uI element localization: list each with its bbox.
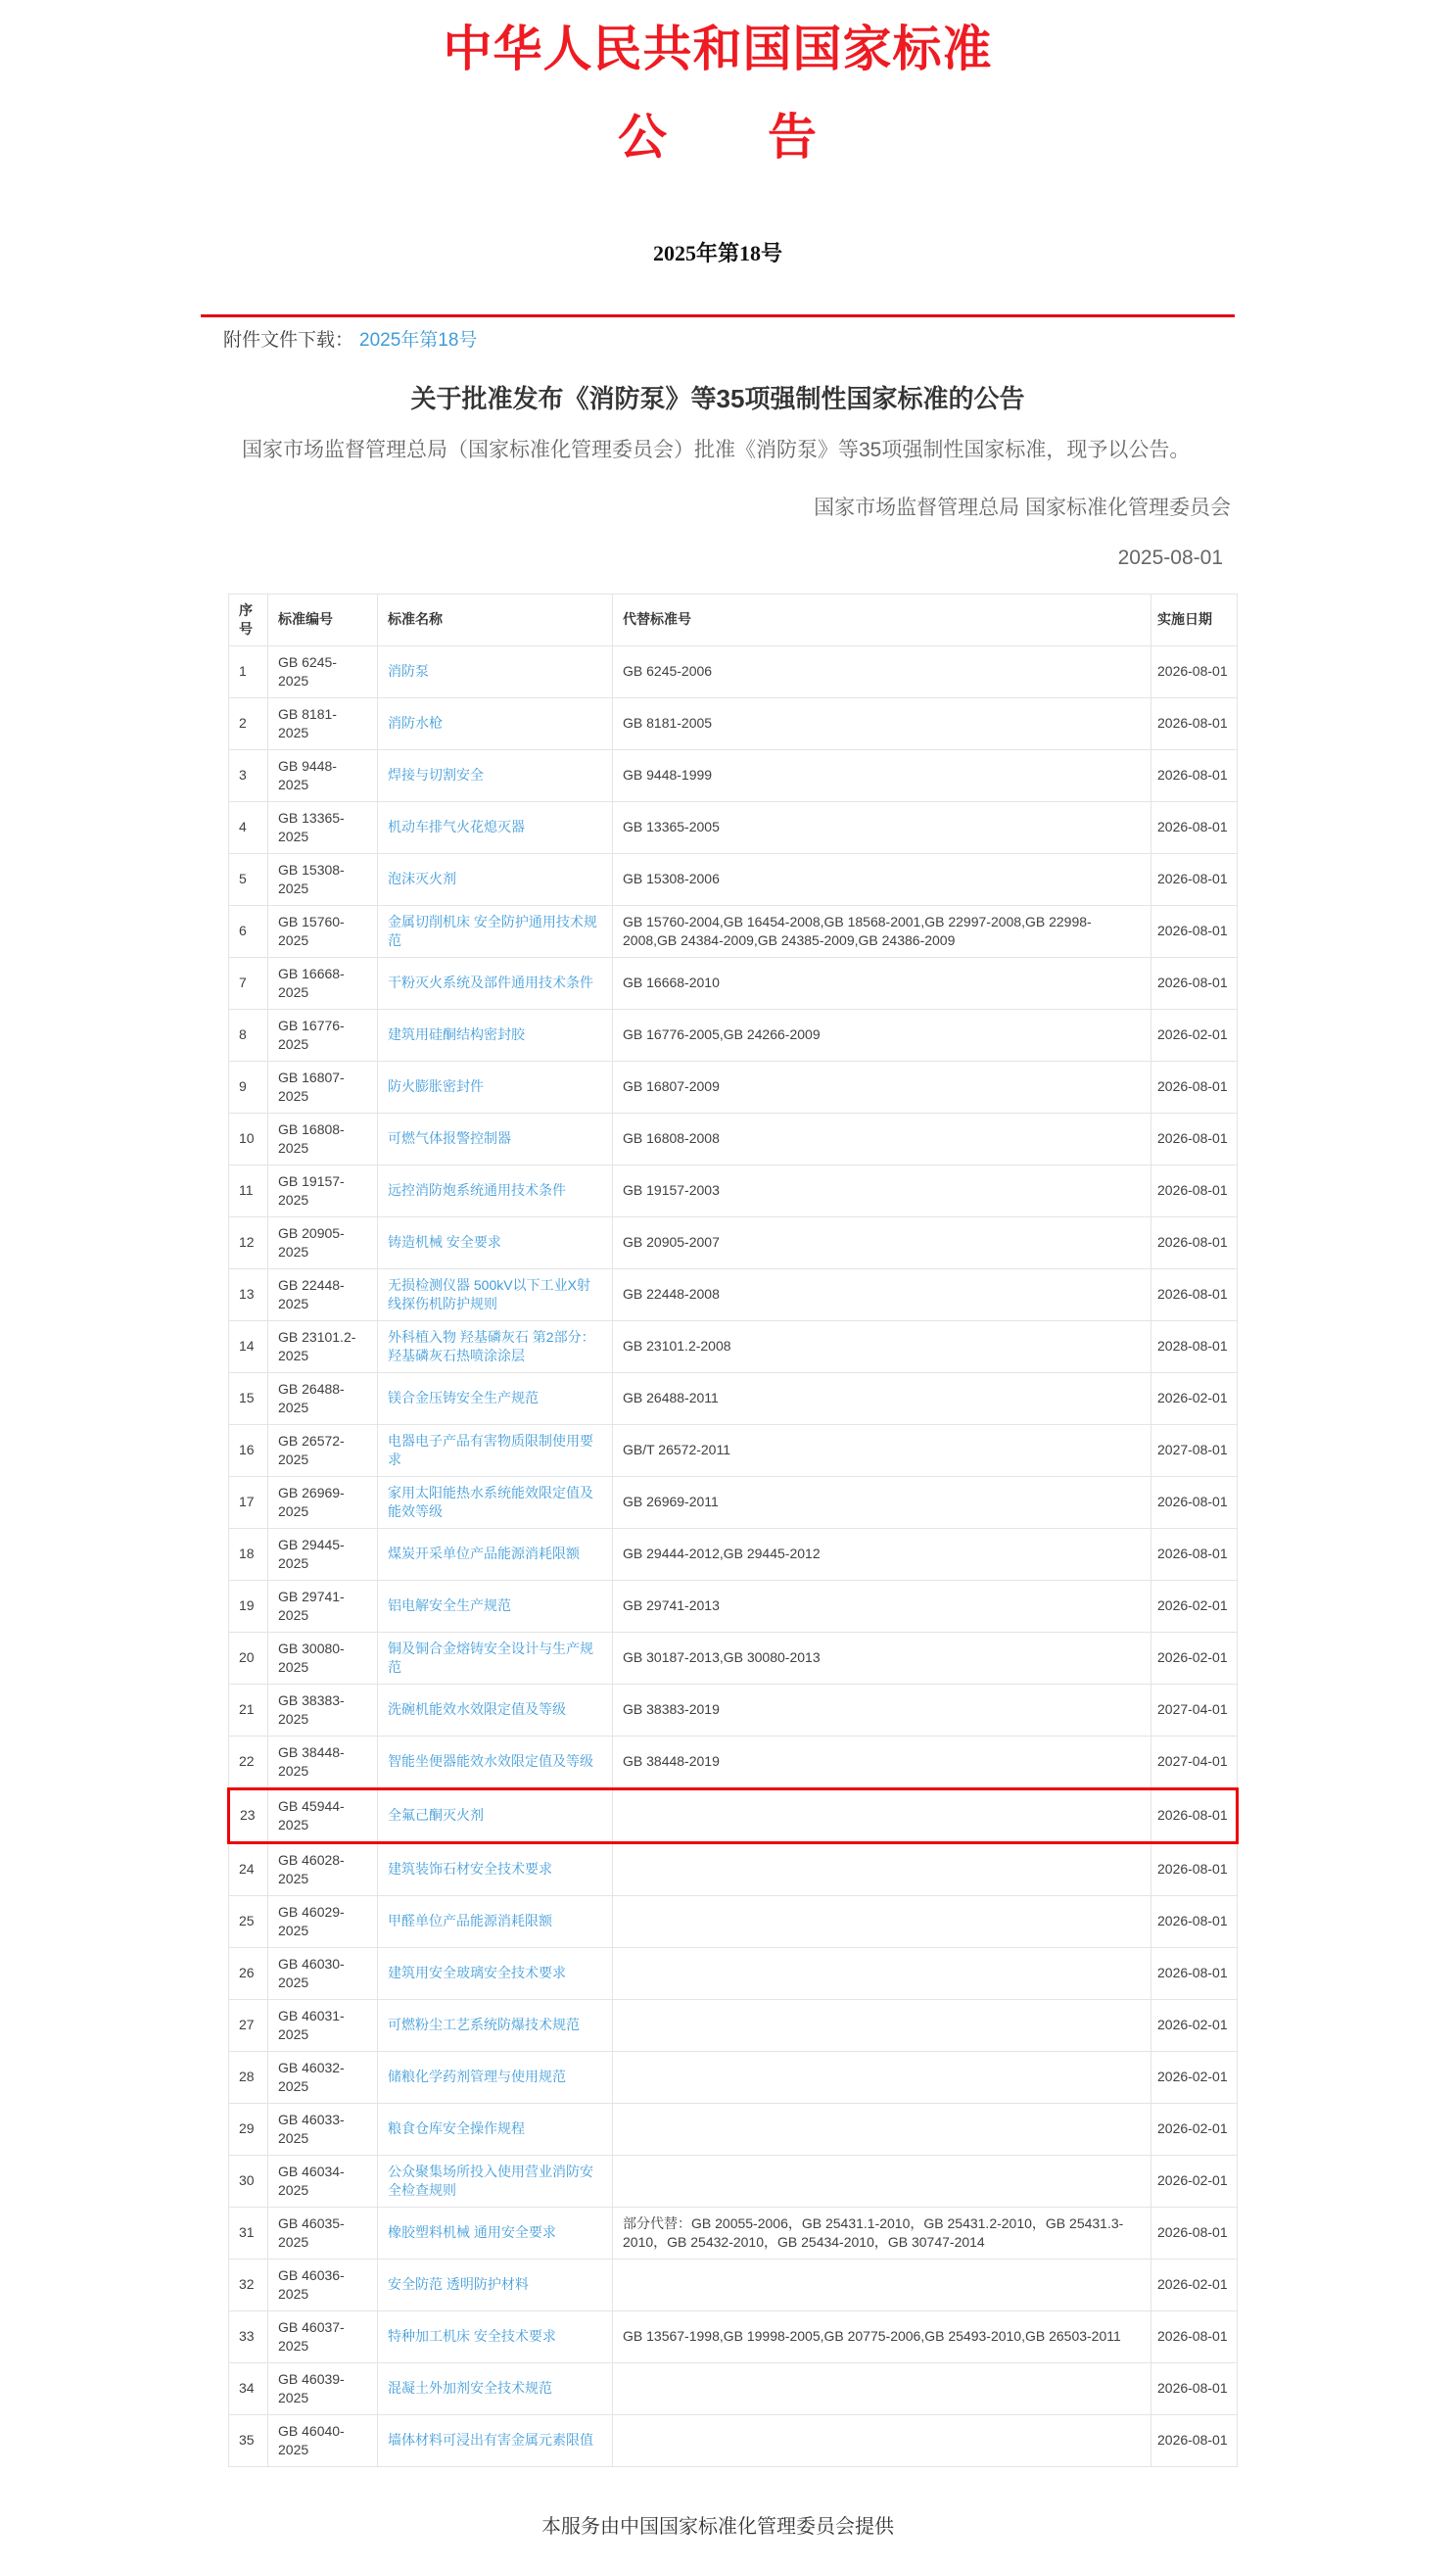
standard-name-link[interactable]: 全氟己酮灭火剂 — [388, 1807, 484, 1823]
standard-name-link[interactable]: 机动车排气火花熄灭器 — [388, 819, 525, 834]
replaced-standard-cell: GB 6245-2006 — [613, 645, 1151, 697]
replaced-standard-cell: 部分代替：GB 20055-2006，GB 25431.1-2010，GB 25431.2-2010，GB 25431.3-2010，GB 25432-2010，GB 25434-2010，GB 30747-2014 — [613, 2207, 1151, 2259]
seq-cell: 11 — [229, 1165, 268, 1216]
table-row — [229, 2103, 1238, 2155]
seq-cell: 7 — [229, 957, 268, 1009]
replaced-standard-cell: GB 29444-2012,GB 29445-2012 — [613, 1528, 1151, 1580]
replaced-standard-cell: GB 23101.2-2008 — [613, 1320, 1151, 1372]
replaced-standard-cell — [613, 1947, 1151, 1999]
impl-date-cell: 2026-08-01 — [1151, 1061, 1238, 1113]
standard-name-link[interactable]: 无损检测仪器 500kV以下工业X射线探伤机防护规则 — [388, 1276, 590, 1311]
seq-cell: 15 — [229, 1372, 268, 1424]
table-row — [229, 2155, 1238, 2207]
standard-code-cell: GB 29445-2025 — [268, 1528, 378, 1580]
impl-date-cell: 2026-08-01 — [1151, 2362, 1238, 2414]
seq-cell: 14 — [229, 1320, 268, 1372]
col-header-standard-code: 标准编号 — [268, 594, 378, 645]
notice-title: 关于批准发布《消防泵》等35项强制性国家标准的公告 — [410, 384, 1025, 413]
replaced-standard-cell — [613, 1895, 1151, 1947]
standard-name-link[interactable]: 消防水枪 — [388, 715, 443, 731]
standard-code-cell: GB 19157-2025 — [268, 1165, 378, 1216]
table-row — [229, 1632, 1238, 1684]
table-row — [229, 749, 1238, 801]
impl-date-cell: 2026-02-01 — [1151, 2155, 1238, 2207]
standard-name-cell — [378, 2362, 613, 2414]
replaced-standard-cell: GB 16808-2008 — [613, 1113, 1151, 1165]
standard-name-cell — [378, 1684, 613, 1736]
table-row — [229, 2414, 1238, 2466]
table-row — [229, 801, 1238, 853]
standard-name-cell — [378, 1268, 613, 1320]
replaced-standard-cell: GB 15308-2006 — [613, 853, 1151, 905]
standard-name-link[interactable]: 电器电子产品有害物质限制使用要求 — [388, 1432, 593, 1467]
seq-cell: 19 — [229, 1580, 268, 1632]
standard-name-cell — [378, 2103, 613, 2155]
table-row — [229, 1216, 1238, 1268]
impl-date-cell: 2026-02-01 — [1151, 1580, 1238, 1632]
standard-name-link[interactable]: 建筑用安全玻璃安全技术要求 — [388, 1965, 566, 1980]
seq-cell: 28 — [229, 2051, 268, 2103]
standard-code-cell: GB 22448-2025 — [268, 1268, 378, 1320]
notice-body: 国家市场监督管理总局（国家标准化管理委员会）批准《消防泵》等35项强制性国家标准，现予以公告。 — [242, 439, 1191, 461]
replaced-standard-cell: GB 19157-2003 — [613, 1165, 1151, 1216]
impl-date-cell: 2026-08-01 — [1151, 2310, 1238, 2362]
seq-cell: 35 — [229, 2414, 268, 2466]
standard-code-cell: GB 29741-2025 — [268, 1580, 378, 1632]
seq-cell: 27 — [229, 1999, 268, 2051]
standard-code-cell: GB 45944-2025 — [268, 1788, 378, 1842]
standard-name-link[interactable]: 洗碗机能效水效限定值及等级 — [388, 1701, 566, 1717]
standard-name-link[interactable]: 可燃粉尘工艺系统防爆技术规范 — [388, 2017, 580, 2032]
standard-code-cell: GB 38448-2025 — [268, 1736, 378, 1788]
standard-code-cell: GB 16808-2025 — [268, 1113, 378, 1165]
impl-date-cell: 2026-02-01 — [1151, 2103, 1238, 2155]
standard-name-link[interactable]: 煤炭开采单位产品能源消耗限额 — [388, 1546, 580, 1561]
table-row — [229, 853, 1238, 905]
seq-cell: 4 — [229, 801, 268, 853]
standard-name-cell — [378, 1113, 613, 1165]
replaced-standard-cell: GB 22448-2008 — [613, 1268, 1151, 1320]
table-row — [229, 957, 1238, 1009]
impl-date-cell: 2026-08-01 — [1151, 1268, 1238, 1320]
standard-name-cell — [378, 749, 613, 801]
seq-cell: 5 — [229, 853, 268, 905]
standard-name-link[interactable]: 镁合金压铸安全生产规范 — [388, 1390, 539, 1405]
impl-date-cell: 2026-02-01 — [1151, 2259, 1238, 2310]
standard-name-cell — [378, 1424, 613, 1476]
standard-code-cell: GB 16776-2025 — [268, 1009, 378, 1061]
seq-cell: 21 — [229, 1684, 268, 1736]
attachment-row — [201, 325, 1235, 352]
standard-name-cell — [378, 2155, 613, 2207]
impl-date-cell: 2026-02-01 — [1151, 1999, 1238, 2051]
standard-name-link[interactable]: 干粉灭火系统及部件通用技术条件 — [388, 975, 593, 990]
impl-date-cell: 2026-02-01 — [1151, 2051, 1238, 2103]
standard-code-cell: GB 15308-2025 — [268, 853, 378, 905]
page-subtitle: 公 告 — [618, 110, 818, 165]
standard-name-link[interactable]: 焊接与切割安全 — [388, 767, 484, 783]
replaced-standard-cell — [613, 1999, 1151, 2051]
table-row — [229, 2051, 1238, 2103]
standard-name-link[interactable]: 远控消防炮系统通用技术条件 — [388, 1182, 566, 1198]
impl-date-cell: 2026-08-01 — [1151, 1476, 1238, 1528]
standard-code-cell: GB 46033-2025 — [268, 2103, 378, 2155]
standard-code-cell: GB 46030-2025 — [268, 1947, 378, 1999]
seq-cell: 9 — [229, 1061, 268, 1113]
standard-code-cell: GB 15760-2025 — [268, 905, 378, 957]
replaced-standard-cell: GB 38383-2019 — [613, 1684, 1151, 1736]
table-row — [229, 1528, 1238, 1580]
impl-date-cell: 2026-08-01 — [1151, 749, 1238, 801]
seq-cell: 2 — [229, 697, 268, 749]
standard-code-cell: GB 26488-2025 — [268, 1372, 378, 1424]
impl-date-cell: 2026-08-01 — [1151, 645, 1238, 697]
standard-name-link[interactable]: 防火膨胀密封件 — [388, 1078, 484, 1094]
table-row — [229, 1684, 1238, 1736]
table-row — [229, 2207, 1238, 2259]
table-row — [229, 1268, 1238, 1320]
seq-cell: 10 — [229, 1113, 268, 1165]
standard-name-cell — [378, 1165, 613, 1216]
impl-date-cell: 2027-04-01 — [1151, 1736, 1238, 1788]
impl-date-cell: 2026-08-01 — [1151, 957, 1238, 1009]
impl-date-cell: 2026-08-01 — [1151, 905, 1238, 957]
replaced-standard-cell — [613, 2259, 1151, 2310]
standard-code-cell: GB 9448-2025 — [268, 749, 378, 801]
standard-code-cell: GB 6245-2025 — [268, 645, 378, 697]
impl-date-cell: 2026-02-01 — [1151, 1009, 1238, 1061]
standard-code-cell: GB 46037-2025 — [268, 2310, 378, 2362]
footer-text: 本服务由中国国家标准化管理委员会提供 — [541, 2515, 894, 2538]
attachment-link[interactable]: 2025年第18号 — [359, 330, 478, 351]
standard-name-cell — [378, 1632, 613, 1684]
standard-name-link[interactable]: 铜及铜合金熔铸安全设计与生产规范 — [388, 1640, 593, 1675]
standard-name-cell — [378, 853, 613, 905]
standard-name-cell — [378, 697, 613, 749]
seq-cell: 1 — [229, 645, 268, 697]
standard-code-cell: GB 46040-2025 — [268, 2414, 378, 2466]
standard-name-cell — [378, 1788, 613, 1842]
table-row — [229, 1580, 1238, 1632]
col-header-impl-date: 实施日期 — [1151, 594, 1238, 645]
table-row — [229, 1424, 1238, 1476]
standard-name-cell — [378, 905, 613, 957]
standard-name-cell — [378, 1061, 613, 1113]
replaced-standard-cell: GB/T 26572-2011 — [613, 1424, 1151, 1476]
issue-number: 2025年第18号 — [652, 241, 782, 265]
standard-name-cell — [378, 1009, 613, 1061]
seq-cell: 31 — [229, 2207, 268, 2259]
standard-code-cell: GB 30080-2025 — [268, 1632, 378, 1684]
table-row — [229, 2259, 1238, 2310]
standard-name-link[interactable]: 储粮化学药剂管理与使用规范 — [388, 2069, 566, 2084]
standard-name-cell — [378, 1736, 613, 1788]
standard-name-cell — [378, 1476, 613, 1528]
standard-code-cell: GB 16807-2025 — [268, 1061, 378, 1113]
impl-date-cell: 2026-08-01 — [1151, 801, 1238, 853]
standard-name-link[interactable]: 泡沫灭火剂 — [388, 871, 456, 886]
standard-name-cell — [378, 2207, 613, 2259]
standard-name-link[interactable]: 可燃气体报警控制器 — [388, 1130, 511, 1146]
standard-name-cell — [378, 1580, 613, 1632]
standard-code-cell: GB 13365-2025 — [268, 801, 378, 853]
attachment-label: 附件文件下载： — [223, 330, 354, 351]
red-divider — [201, 314, 1235, 317]
standard-name-link[interactable]: 混凝土外加剂安全技术规范 — [388, 2380, 552, 2396]
replaced-standard-cell: GB 16807-2009 — [613, 1061, 1151, 1113]
impl-date-cell: 2026-08-01 — [1151, 853, 1238, 905]
standard-code-cell: GB 16668-2025 — [268, 957, 378, 1009]
standard-name-link[interactable]: 墙体材料可浸出有害金属元素限值 — [388, 2432, 593, 2448]
issuer-signature: 国家市场监督管理总局 国家标准化管理委员会 — [814, 496, 1231, 519]
standard-name-cell — [378, 1842, 613, 1895]
replaced-standard-cell: GB 9448-1999 — [613, 749, 1151, 801]
table-row — [229, 2310, 1238, 2362]
col-header-seq: 序号 — [229, 594, 268, 645]
replaced-standard-cell: GB 20905-2007 — [613, 1216, 1151, 1268]
replaced-standard-cell: GB 8181-2005 — [613, 697, 1151, 749]
replaced-standard-cell: GB 38448-2019 — [613, 1736, 1151, 1788]
standard-name-link[interactable]: 建筑装饰石材安全技术要求 — [388, 1861, 552, 1877]
replaced-standard-cell: GB 29741-2013 — [613, 1580, 1151, 1632]
standard-name-link[interactable]: 消防泵 — [388, 663, 429, 679]
seq-cell: 18 — [229, 1528, 268, 1580]
standard-code-cell: GB 46028-2025 — [268, 1842, 378, 1895]
table-row — [229, 1842, 1238, 1895]
standard-code-cell: GB 8181-2025 — [268, 697, 378, 749]
col-header-standard-name: 标准名称 — [378, 594, 613, 645]
table-row — [229, 1736, 1238, 1788]
standard-name-cell — [378, 1528, 613, 1580]
replaced-standard-cell — [613, 2155, 1151, 2207]
standard-code-cell: GB 46031-2025 — [268, 1999, 378, 2051]
table-row — [229, 1061, 1238, 1113]
standard-name-cell — [378, 2259, 613, 2310]
standard-name-cell — [378, 2310, 613, 2362]
seq-cell: 22 — [229, 1736, 268, 1788]
impl-date-cell: 2026-08-01 — [1151, 1788, 1238, 1842]
standard-name-cell — [378, 2051, 613, 2103]
standard-code-cell: GB 46034-2025 — [268, 2155, 378, 2207]
replaced-standard-cell: GB 13365-2005 — [613, 801, 1151, 853]
seq-cell: 34 — [229, 2362, 268, 2414]
table-row — [229, 645, 1238, 697]
seq-cell: 33 — [229, 2310, 268, 2362]
standard-name-link[interactable]: 铸造机械 安全要求 — [388, 1234, 501, 1250]
impl-date-cell: 2028-08-01 — [1151, 1320, 1238, 1372]
impl-date-cell: 2027-04-01 — [1151, 1684, 1238, 1736]
standard-code-cell: GB 46029-2025 — [268, 1895, 378, 1947]
impl-date-cell: 2026-08-01 — [1151, 1216, 1238, 1268]
replaced-standard-cell: GB 26969-2011 — [613, 1476, 1151, 1528]
standard-name-link[interactable]: 粮食仓库安全操作规程 — [388, 2120, 525, 2136]
standard-name-cell — [378, 957, 613, 1009]
seq-cell: 24 — [229, 1842, 268, 1895]
table-row — [229, 1999, 1238, 2051]
announcement-page — [201, 20, 1235, 2539]
table-row — [229, 1009, 1238, 1061]
replaced-standard-cell — [613, 2103, 1151, 2155]
impl-date-cell: 2026-08-01 — [1151, 1895, 1238, 1947]
impl-date-cell: 2026-08-01 — [1151, 1165, 1238, 1216]
seq-cell: 13 — [229, 1268, 268, 1320]
replaced-standard-cell — [613, 1788, 1151, 1842]
impl-date-cell: 2026-02-01 — [1151, 1372, 1238, 1424]
replaced-standard-cell — [613, 1842, 1151, 1895]
standard-name-link[interactable]: 铝电解安全生产规范 — [388, 1597, 511, 1613]
issue-date: 2025-08-01 — [1117, 546, 1223, 569]
standard-name-cell — [378, 1947, 613, 1999]
table-row — [229, 1113, 1238, 1165]
impl-date-cell: 2027-08-01 — [1151, 1424, 1238, 1476]
impl-date-cell: 2026-08-01 — [1151, 1113, 1238, 1165]
impl-date-cell: 2026-08-01 — [1151, 2207, 1238, 2259]
seq-cell: 8 — [229, 1009, 268, 1061]
standard-code-cell: GB 46036-2025 — [268, 2259, 378, 2310]
table-row — [229, 1372, 1238, 1424]
replaced-standard-cell: GB 13567-1998,GB 19998-2005,GB 20775-2006,GB 25493-2010,GB 26503-2011 — [613, 2310, 1151, 2362]
replaced-standard-cell — [613, 2414, 1151, 2466]
impl-date-cell: 2026-02-01 — [1151, 1632, 1238, 1684]
page-title: 中华人民共和国国家标准 — [443, 22, 993, 76]
table-row — [229, 697, 1238, 749]
col-header-replaced-standard: 代替标准号 — [613, 594, 1151, 645]
standard-name-cell — [378, 645, 613, 697]
impl-date-cell: 2026-08-01 — [1151, 2414, 1238, 2466]
seq-cell: 23 — [229, 1788, 268, 1842]
standard-code-cell: GB 46032-2025 — [268, 2051, 378, 2103]
seq-cell: 17 — [229, 1476, 268, 1528]
standards-table — [227, 594, 1239, 2467]
seq-cell: 29 — [229, 2103, 268, 2155]
replaced-standard-cell: GB 30187-2013,GB 30080-2013 — [613, 1632, 1151, 1684]
table-row — [229, 1947, 1238, 1999]
standard-name-link[interactable]: 公众聚集场所投入使用营业消防安全检查规则 — [388, 2163, 593, 2198]
standard-code-cell: GB 23101.2-2025 — [268, 1320, 378, 1372]
table-header-row — [229, 594, 1238, 645]
standard-name-cell — [378, 1999, 613, 2051]
standard-name-link[interactable]: 特种加工机床 安全技术要求 — [388, 2328, 556, 2344]
standard-name-link[interactable]: 建筑用硅酮结构密封胶 — [388, 1026, 525, 1042]
standard-name-link[interactable]: 金属切削机床 安全防护通用技术规范 — [388, 913, 597, 948]
replaced-standard-cell: GB 16776-2005,GB 24266-2009 — [613, 1009, 1151, 1061]
impl-date-cell: 2026-08-01 — [1151, 1842, 1238, 1895]
seq-cell: 25 — [229, 1895, 268, 1947]
standard-name-cell — [378, 1216, 613, 1268]
standard-name-cell — [378, 1895, 613, 1947]
replaced-standard-cell — [613, 2362, 1151, 2414]
standard-code-cell: GB 20905-2025 — [268, 1216, 378, 1268]
seq-cell: 32 — [229, 2259, 268, 2310]
standard-name-link[interactable]: 家用太阳能热水系统能效限定值及能效等级 — [388, 1484, 593, 1519]
seq-cell: 16 — [229, 1424, 268, 1476]
replaced-standard-cell — [613, 2051, 1151, 2103]
standard-name-link[interactable]: 安全防范 透明防护材料 — [388, 2276, 529, 2292]
table-row — [229, 1788, 1238, 1842]
standard-code-cell: GB 26969-2025 — [268, 1476, 378, 1528]
table-row — [229, 905, 1238, 957]
standard-code-cell: GB 26572-2025 — [268, 1424, 378, 1476]
table-row — [229, 2362, 1238, 2414]
impl-date-cell: 2026-08-01 — [1151, 697, 1238, 749]
seq-cell: 30 — [229, 2155, 268, 2207]
seq-cell: 26 — [229, 1947, 268, 1999]
table-row — [229, 1165, 1238, 1216]
standard-name-link[interactable]: 外科植入物 羟基磷灰石 第2部分：羟基磷灰石热喷涂涂层 — [388, 1328, 595, 1363]
standard-name-cell — [378, 801, 613, 853]
standard-name-link[interactable]: 智能坐便器能效水效限定值及等级 — [388, 1753, 593, 1769]
standard-code-cell: GB 46035-2025 — [268, 2207, 378, 2259]
standard-name-cell — [378, 1320, 613, 1372]
table-row — [229, 1895, 1238, 1947]
standard-name-cell — [378, 1372, 613, 1424]
table-row — [229, 1476, 1238, 1528]
replaced-standard-cell: GB 16668-2010 — [613, 957, 1151, 1009]
impl-date-cell: 2026-08-01 — [1151, 1528, 1238, 1580]
standard-name-cell — [378, 2414, 613, 2466]
impl-date-cell: 2026-08-01 — [1151, 1947, 1238, 1999]
seq-cell: 12 — [229, 1216, 268, 1268]
replaced-standard-cell: GB 26488-2011 — [613, 1372, 1151, 1424]
standard-code-cell: GB 38383-2025 — [268, 1684, 378, 1736]
table-row — [229, 1320, 1238, 1372]
seq-cell: 3 — [229, 749, 268, 801]
seq-cell: 20 — [229, 1632, 268, 1684]
standard-name-link[interactable]: 橡胶塑料机械 通用安全要求 — [388, 2224, 556, 2240]
standard-code-cell: GB 46039-2025 — [268, 2362, 378, 2414]
replaced-standard-cell: GB 15760-2004,GB 16454-2008,GB 18568-2001,GB 22997-2008,GB 22998-2008,GB 24384-2009,GB 24385-2009,GB 24386-2009 — [613, 905, 1151, 957]
standard-name-link[interactable]: 甲醛单位产品能源消耗限额 — [388, 1913, 552, 1928]
seq-cell: 6 — [229, 905, 268, 957]
